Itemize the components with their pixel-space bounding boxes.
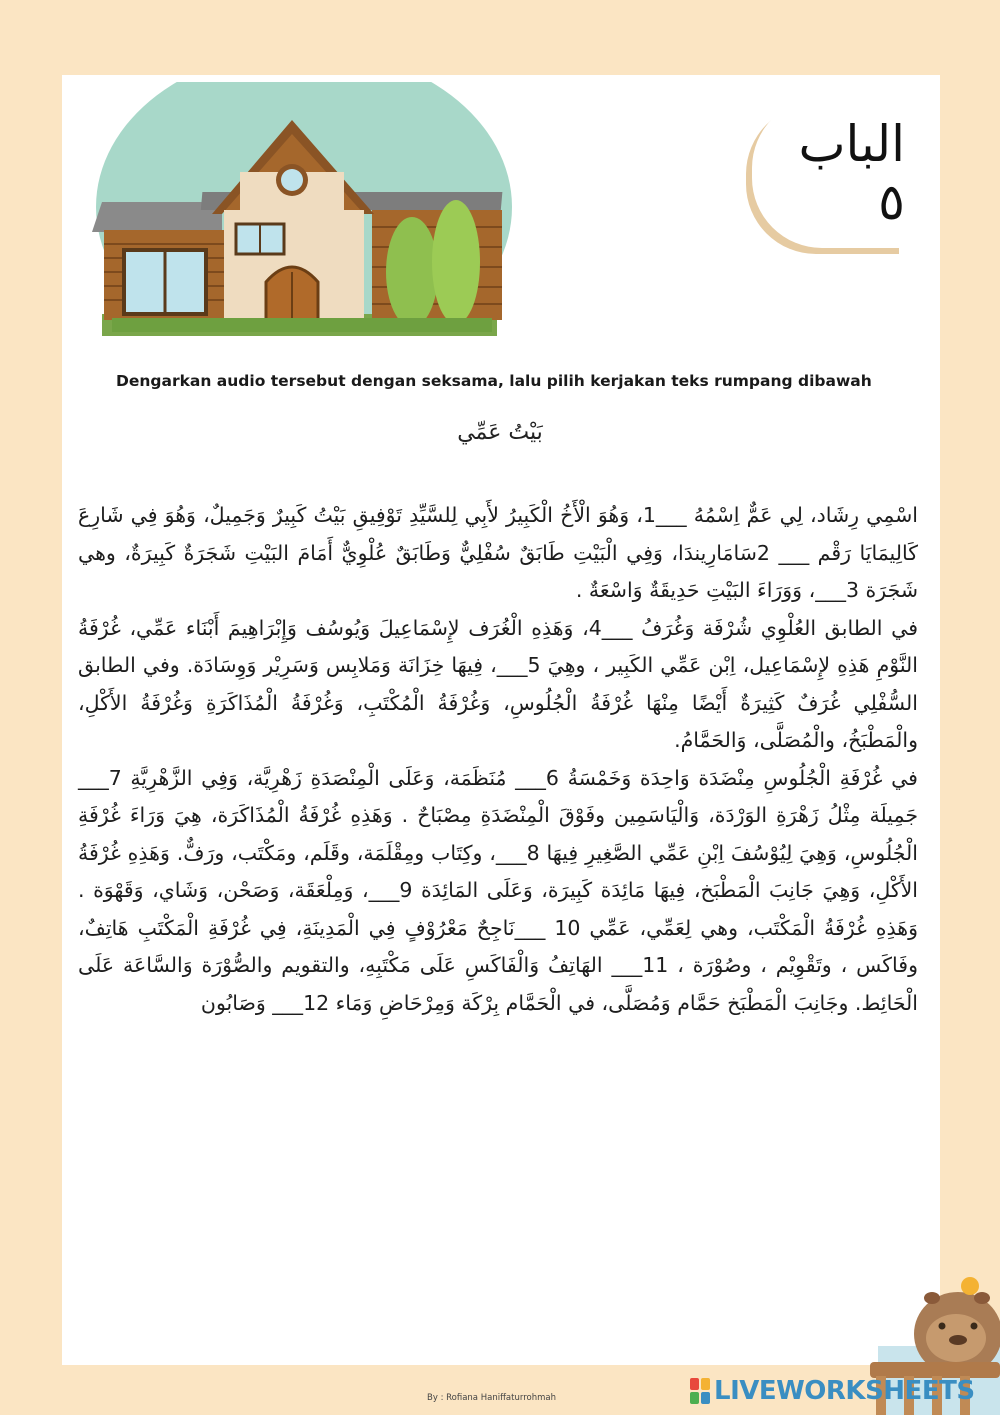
story-body [78,497,918,1022]
chapter-title: الباب ٥ [798,115,905,231]
story-paragraph-2: في الطابق العُلْوِي شُرْفَة وَغُرَفُ ___4، وَهَذِهِ الْغُرَف لإِسْمَاعِيلَ وَيُوسُف وَإِبْرَاهِيمَ أَبْنَاء عَمِّي، غُرْفَةُ النَّوْمِ هَذِهِ لإِسْمَاعِيل، اِبْن عَمِّي الكَبِير ، وهِيَ 5___، فِيهَا خِزَانَة وَمَلابِس وَسَرِيْر وَوِسَادَة. وفي الطابق السُّفْلِي غُرَفٌ كَثِيرَةٌ أَيْضًا مِنْهَا غُرْفَةُ الْجُلُوسِ، وَغُرْفَةُ الْمُكْتَبِ، وَغُرْفَةُ الْمُذَاكَرَةِ وَغُرْفَةُ الأَكْلِ، والْمَطْبَخُ، والْمُصَلَّى، وَالحَمَّامُ. [78,615,918,752]
author-credit: By : Rofiana Haniffaturrohmah [427,1393,556,1403]
house-illustration [92,82,512,360]
liveworksheets-logo[interactable] [690,1373,975,1409]
chapter-badge [752,98,905,248]
story-paragraph-1: اسْمِي رِشَاد، لِي عَمٌّ اِسْمُهُ ___1، وَهُوَ الْأَخُ الْكَبِيرُ لأَبِي لِلسَّيِّدِ تَوْفِيقِ بَيْتُ كَبِيرٌ وَجَمِيلٌ، وَهُوَ فِي شَارِعَ كَالِيمَايَا رَقْم ___ 2سَامَارِيندَا، وَفِي الْبَيْتِ طَابَقٌ سُفْلِيٌّ وَطَابَقٌ عُلْوِيٌّ أَمَامَ البَيْتِ شَجَرَةٌ كَبِيرَةٌ، وهي شَجَرَة 3___، وَوَرَاءَ البَيْتِ حَدِيقَةٌ وَاسْعَةٌ . [78,503,918,602]
logo-mark-icon [690,1378,710,1404]
logo-text: LIVEWORKSHEETS [714,1376,975,1406]
story-title: بَيْتُ عَمِّي [457,420,543,445]
story-paragraph-3: في غُرْفَةِ الْجُلُوسِ مِنْضَدَة وَاحِدَة وَخَمْسَةُ 6___ مُنَظَمَة، وَعَلَى الْمِنْصَدَةِ زَهْرِيَّة، وَفِي الزَّهْرِيَّةِ 7___ جَمِيلَة مِثْلُ زَهْرَةِ الوَرْدَة، وَالْيَاسَمِين وفَوْقَ الْمِنْضَدَةِ مِصْبَاحٌ . وَهَذِهِ غُرْفَةُ الْمُذَاكَرَة، هِيَ وَرَاءَ غُرْفَةِ الْجُلُوسِ، وَهِيَ لِيُوْسُفَ اِبْنِ عَمِّي الصَّغِيرِ فِيهَا 8___، وكِتَاب ومِقْلَمَة، وقَلَم، ومَكْتَب، ورَفٌّ. وَهَذِهِ غُرْفَةُ الأَكْلِ، وَهِيَ جَانِبَ الْمَطْبَخ، فِيهَا مَائِدَة كَبِيرَة، وَعَلَى المَائِدَة 9___، وَمِلْعَقَة، وَصَحْن، وَشَاي، وَقَهْوَة . وَهَذِهِ غُرْفَةُ الْمَكْتَب، وهي لِعَمِّي، عَمِّي 10 ___نَاجِحٌ مَعْرُوْفٍ فِي الْمَدِينَةِ، فِي غُرْفَةِ الْمَكْتَبِ هَاتِفٌ، وفَاكَس ، وتَقْوِيْم ، وصُوْرَة ، 11___ الهَاتِفُ وَالْفَاكَسِ عَلَى مَكْتَبِهِ، والتقويم والصُّوْرَة وَالسَّاعَة عَلَى الْحَائِط. وجَانِبَ الْمَطْبَخ حَمَّام وَمُصَلَّى، في الْحَمَّام بِرْكَة وَمِرْحَاضِ وَمَاء 12___ وَصَابُون [78,765,918,1015]
instruction-text: Dengarkan audio tersebut dengan seksama, lalu pilih kerjakan teks rumpang dibawah [116,372,872,390]
